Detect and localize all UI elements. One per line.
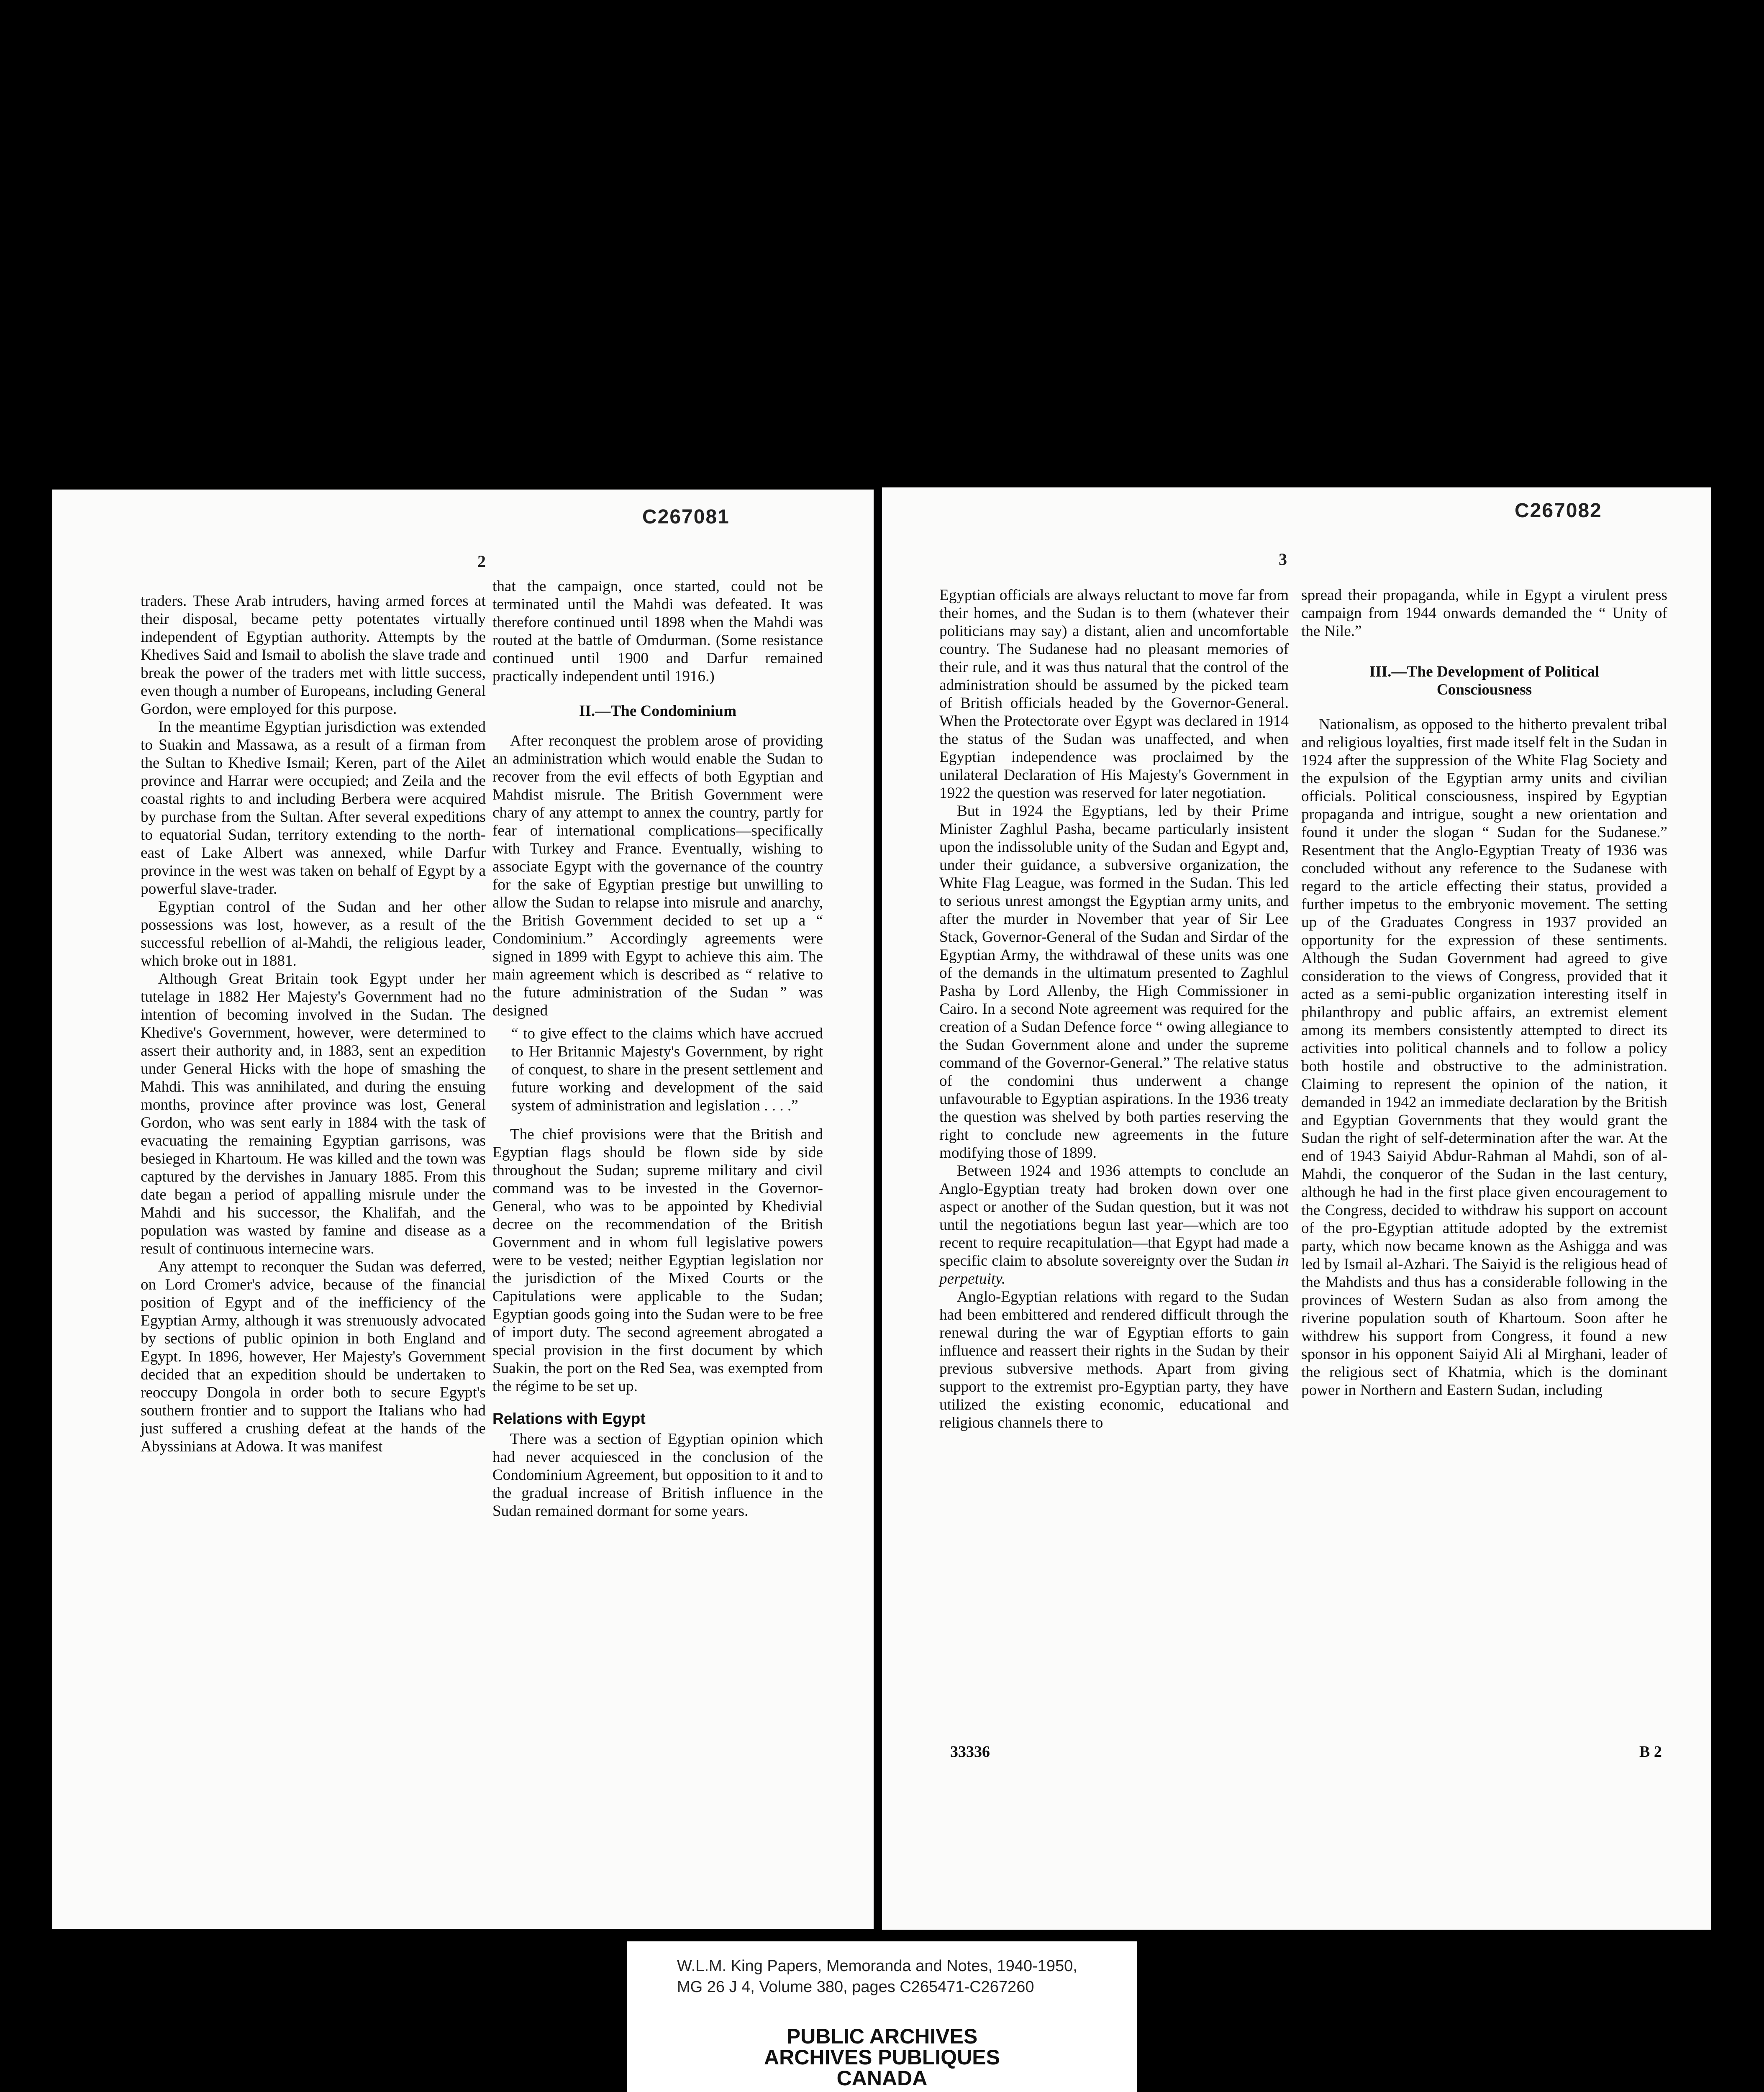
- heading-line-2: Consciousness: [1436, 681, 1532, 698]
- paragraph: Any attempt to reconquer the Sudan was deferred, on Lord Cromer's advice, because of the financial position of Egypt and of the inefficiency of the Egyptian Army, although it was strenuously advocated by sections of public opinion in both England and Egypt. In 1896, however, Her Majesty's Government decided that an expedition should be undertaken to reoccupy Dongola in order both to secure Egypt's southern frontier and to support the Italians who had just suffered a crushing defeat at the hands of the Abyssinians at Adowa. It was manifest: [141, 1258, 486, 1455]
- paragraph: traders. These Arab intruders, having armed forces at their disposal, became petty potentates virtually independent of Egyptian authority. Attempts by the Khedives Said and Ismail to abolish the slave trade and break the power of the traders met with little success, even though a number of Europeans, including General Gordon, were employed for this purpose.: [141, 592, 486, 718]
- right-page: [882, 487, 1711, 1930]
- paragraph: Although Great Britain took Egypt under her tutelage in 1882 Her Majesty's Government had no intention of becoming involved in the Sudan. The Khedive's Government, however, were determined to assert their authority and, in 1883, sent an expedition under General Hicks with the hope of smashing the Mahdi. This was annihilated, and during the ensuing months, province after province was lost, General Gordon, who was sent early in 1884 with the task of evacuating the remaining Egyptian garrisons, was besieged in Khartoum. He was killed and the town was captured by the dervishes in January 1885. From this date began a period of appalling misrule under the Mahdi and his successor, the Khalifah, and the population was wasted by famine and disease as a result of continuous internecine wars.: [141, 970, 486, 1257]
- paragraph: spread their propaganda, while in Egypt a virulent press campaign from 1944 onwards demanded the “ Unity of the Nile.”: [1301, 587, 1667, 640]
- paragraph: Egyptian officials are always reluctant to move far from their homes, and the Sudan is to them (whatever their politicians may say) a distant, alien and uncomfortable country. The Sudanese had no pleasant memories of their rule, and it was thus natural that the control of the administration should be assumed by the picked team of British officials headed by the Governor-General. When the Protectorate over Egypt was declared in 1914 the status of the Sudan was unaffected, and when Egyptian independence was proclaimed by the unilateral Declaration of His Majesty's Government in 1922 the question was reserved for later negotiation.: [939, 587, 1289, 802]
- collection-line: W.L.M. King Papers, Memoranda and Notes, 1940-1950,: [677, 1957, 1077, 1975]
- paragraph: After reconquest the problem arose of providing an administration which would enable the Sudan to recover from the evil effects of both Egyptian and Mahdist misrule. The British Government were chary of any attempt to annex the country, partly for fear of international complications—specifically with Turkey and France. Eventually, wishing to associate Egypt with the governance of the country for the sake of Egyptian prestige but unwilling to allow the Sudan to relapse into misrule and anarchy, the British Government decided to set up a “ Condominium.” Accordingly agreements were signed in 1899 with Egypt to achieve this aim. The main agreement which is described as “ relative to the future administration of the Sudan ” was designed: [492, 732, 823, 1019]
- left-page: [52, 490, 874, 1929]
- print-code: 33336: [950, 1743, 990, 1761]
- paragraph: Between 1924 and 1936 attempts to conclude an Anglo-Egyptian treaty had broken down over one aspect or another of the Sudan question, but it was not until the negotiations begun last year—which are too recent to require recapitulation—that Egypt had made a specific claim to absolute sovereignty over the Sudan in perpetuity.: [939, 1162, 1289, 1287]
- page-number: 2: [477, 552, 486, 571]
- paragraph: There was a section of Egyptian opinion which had never acquiesced in the conclusion of the Condominium Agreement, but opposition to it and to the gradual increase of British influence in the Sudan remained dormant for some years.: [492, 1431, 823, 1520]
- paragraph: that the campaign, once started, could not be terminated until the Mahdi was defeated. It was therefore continued until 1898 when the Mahdi was routed at the battle of Omdurman. (Some resistance continued until 1900 and Darfur remained practically independent until 1916.): [492, 578, 823, 685]
- left-column-2: [492, 577, 823, 1520]
- institution-name-fr: ARCHIVES PUBLIQUES: [764, 2046, 1000, 2069]
- paragraph: The chief provisions were that the British and Egyptian flags should be flown side by side throughout the Sudan; supreme military and civil command was to be invested in the Governor-General, who was to be appointed by Khedivial decree on the recommendation of the British Government and in whom full legislative powers were to be vested; neither Egyptian legislation nor the jurisdiction of the Mixed Courts or the Capitulations were applicable to the Sudan; Egyptian goods going into the Sudan were to be free of import duty. The second agreement abrogated a special provision in the first document by which Suakin, the port on the Red Sea, was exempted from the régime to be set up.: [492, 1126, 823, 1395]
- section-heading: [1301, 663, 1667, 699]
- institution-country: CANADA: [836, 2066, 928, 2090]
- section-heading: II.—The Condominium: [579, 702, 737, 720]
- page-gutter: [874, 485, 882, 1931]
- paragraph: Nationalism, as opposed to the hitherto prevalent tribal and religious loyalties, first made itself felt in the Sudan in 1924 after the suppression of the White Flag Society and the expulsion of the Egyptian army units and civilian officials. Political consciousness, inspired by Egyptian propaganda and intrigue, sought a new orientation and found it under the slogan “ Sudan for the Sudanese.” Resentment that the Anglo-Egyptian Treaty of 1936 was concluded without any reference to the Sudanese with regard to the article effecting their status, provided a further impetus to the embryonic movement. The setting up of the Graduates Congress in 1937 provided an opportunity for the expression of these sentiments. Although the Sudan Government had agreed to give consideration to the views of Congress, provided that it acted as a semi-public organization interesting itself in philanthropy and public affairs, an extremist element among its members consistently attempted to direct its activities into political channels and to follow a policy both hostile and obstructive to the administration. Claiming to represent the opinion of the nation, it demanded in 1942 an immediate declaration by the British and Egyptian Governments that they would grant the Sudan the right of self-determination after the war. At the end of 1943 Saiyid Abdur-Rahman al Mahdi, son of al-Mahdi, the conqueror of the Sudan in the last century, although he had in the first place given encouragement to the Congress, decided to withdraw his support on account of the pro-Egyptian attitude adopted by the extremist party, which now became known as the Ashigga and was led by Ismail al-Azhari. The Saiyid is the religious head of the Mahdists and thus has a considerable following in the provinces of Western Sudan as also from among the riverine population south of Khartoum. Soon after he withdrew his support from Congress, it found a new sponsor in his opponent Saiyid Ali al Mirghani, leader of the religious sect of Khatmia, which is the dominant power in Northern and Eastern Sudan, including: [1301, 716, 1667, 1399]
- heading-line-1: III.—The Development of Political: [1369, 663, 1600, 680]
- page-id-stamp: C267081: [642, 506, 730, 528]
- reference-line: MG 26 J 4, Volume 380, pages C265471-C267260: [677, 1978, 1034, 1996]
- right-column-1: [939, 586, 1289, 1432]
- paragraph: In the meantime Egyptian jurisdiction was extended to Suakin and Massawa, as a result of a firman from the Sultan to Khedive Ismail; Keren, part of the Ailet province and Harrar were occupied; and Zeila and the coastal rights to and including Berbera were acquired by purchase from the Sultan. After several expeditions to equatorial Sudan, territory extending to the north-east of Lake Albert was annexed, while Darfur province in the west was taken on behalf of Egypt by a powerful slave-trader.: [141, 718, 486, 897]
- subsection-heading: Relations with Egypt: [492, 1410, 646, 1427]
- page-number: 3: [1279, 550, 1287, 569]
- paragraph: Egyptian control of the Sudan and her other possessions was lost, however, as a result of the successful rebellion of al-Mahdi, the religious leader, which broke out in 1881.: [141, 898, 486, 969]
- page-id-stamp: C267082: [1515, 500, 1602, 522]
- signature-mark: B 2: [1639, 1743, 1662, 1761]
- paragraph: Anglo-Egyptian relations with regard to the Sudan had been embittered and rendered difficult through the renewal during the war of Egyptian efforts to gain influence and reassert their rights in the Sudan by their previous subversive methods. Apart from giving support to the extremist pro-Egyptian party, they have utilized the existing economic, educational and religious channels there to: [939, 1288, 1289, 1431]
- right-column-2: [1301, 586, 1667, 1399]
- archive-label: [627, 1941, 1137, 2092]
- left-column-1: [141, 592, 486, 1456]
- block-quote: “ to give effect to the claims which have accrued to Her Britannic Majesty's Government, by right of conquest, to share in the present settlement and future working and development of the said system of administration and legislation . . . .”: [511, 1025, 823, 1114]
- emphasis: in perpetuity.: [939, 1252, 1289, 1287]
- paragraph: But in 1924 the Egyptians, led by their Prime Minister Zaghlul Pasha, became particularly insistent upon the indissoluble unity of the Sudan and Egypt and, under their guidance, a subversive organization, the White Flag League, was formed in the Sudan. This led to serious unrest amongst the Egyptian army units, and after the murder in November that year of Sir Lee Stack, Governor-General of the Sudan and Sirdar of the Egyptian Army, the withdrawal of these units was one of the demands in the ultimatum presented to Zaghlul Pasha by Lord Allenby, the High Commissioner in Cairo. In a second Note agreement was required for the creation of a Sudan Defence force “ owing allegiance to the Sudan Government alone and under the supreme command of the Governor-General.” The relative status of the condomini thus underwent a change unfavourable to Egyptian aspirations. In the 1936 treaty the question was shelved by both parties reserving the right to conclude new agreements in the future modifying those of 1899.: [939, 802, 1289, 1161]
- institution-name-en: PUBLIC ARCHIVES: [786, 2025, 978, 2048]
